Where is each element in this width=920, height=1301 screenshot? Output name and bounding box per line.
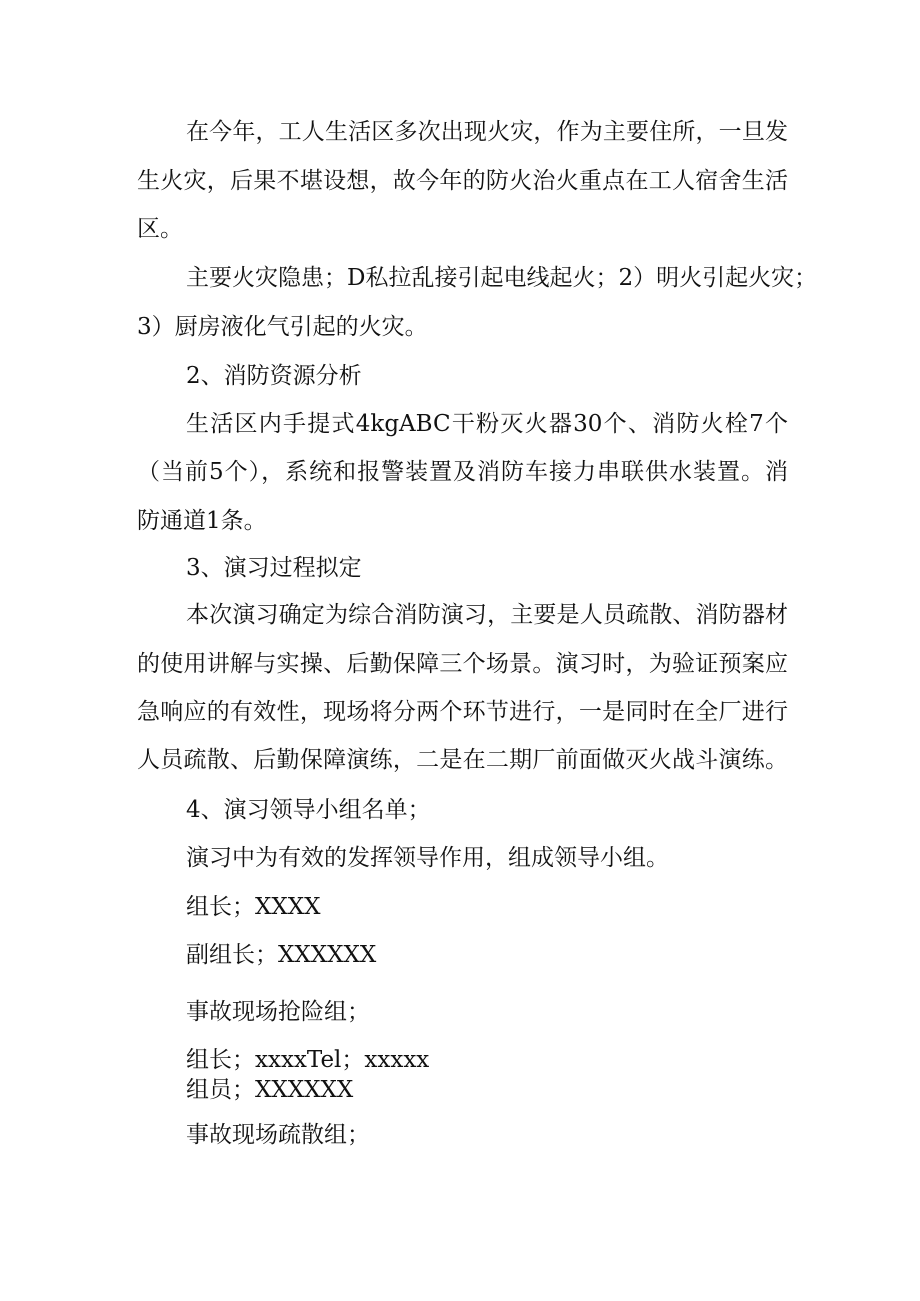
paragraph-4-line-3: 急响应的有效性，现场将分两个环节进行，一是同时在全厂进行 — [137, 699, 788, 725]
evacuation-group-heading: 事故现场疏散组； — [186, 1122, 370, 1148]
paragraph-3-line-1: 生活区内手提式4kgABC干粉灭火器30个、消防火栓7个 — [186, 411, 788, 437]
rescue-group-leader-line: 组长；xxxxTel；xxxxx — [186, 1047, 430, 1073]
paragraph-1-line-3: 区。 — [137, 216, 183, 242]
paragraph-5: 演习中为有效的发挥领导作用，组成领导小组。 — [186, 845, 669, 871]
paragraph-3-line-2: （当前5个），系统和报警装置及消防车接力串联供水装置。消 — [137, 459, 788, 485]
paragraph-4-line-4: 人员疏散、后勤保障演练，二是在二期厂前面做灭火战斗演练。 — [137, 747, 788, 773]
paragraph-1-line-1: 在今年，工人生活区多次出现火灾，作为主要住所，一旦发 — [186, 119, 788, 145]
leader-line: 组长；XXXX — [186, 894, 321, 920]
rescue-group-members-line: 组员；XXXXXX — [186, 1077, 354, 1103]
rescue-group-heading: 事故现场抢险组； — [186, 999, 370, 1025]
section-heading-3: 3、演习过程拟定 — [186, 555, 362, 581]
paragraph-1-line-2: 生火灾，后果不堪设想，故今年的防火治火重点在工人宿舍生活 — [137, 168, 788, 194]
deputy-leader-line: 副组长；XXXXXX — [186, 942, 377, 968]
section-heading-2: 2、消防资源分析 — [186, 363, 362, 389]
paragraph-3-line-3: 防通道1条。 — [137, 508, 267, 534]
section-heading-4: 4、演习领导小组名单； — [186, 797, 431, 823]
paragraph-2-line-2: 3）厨房液化气引起的火灾。 — [137, 314, 428, 340]
paragraph-2-line-1: 主要火灾隐患；D私拉乱接引起电线起火；2）明火引起火灾； — [186, 265, 818, 291]
paragraph-4-line-2: 的使用讲解与实操、后勤保障三个场景。演习时，为验证预案应 — [137, 651, 788, 677]
paragraph-4-line-1: 本次演习确定为综合消防演习，主要是人员疏散、消防器材 — [186, 602, 788, 628]
